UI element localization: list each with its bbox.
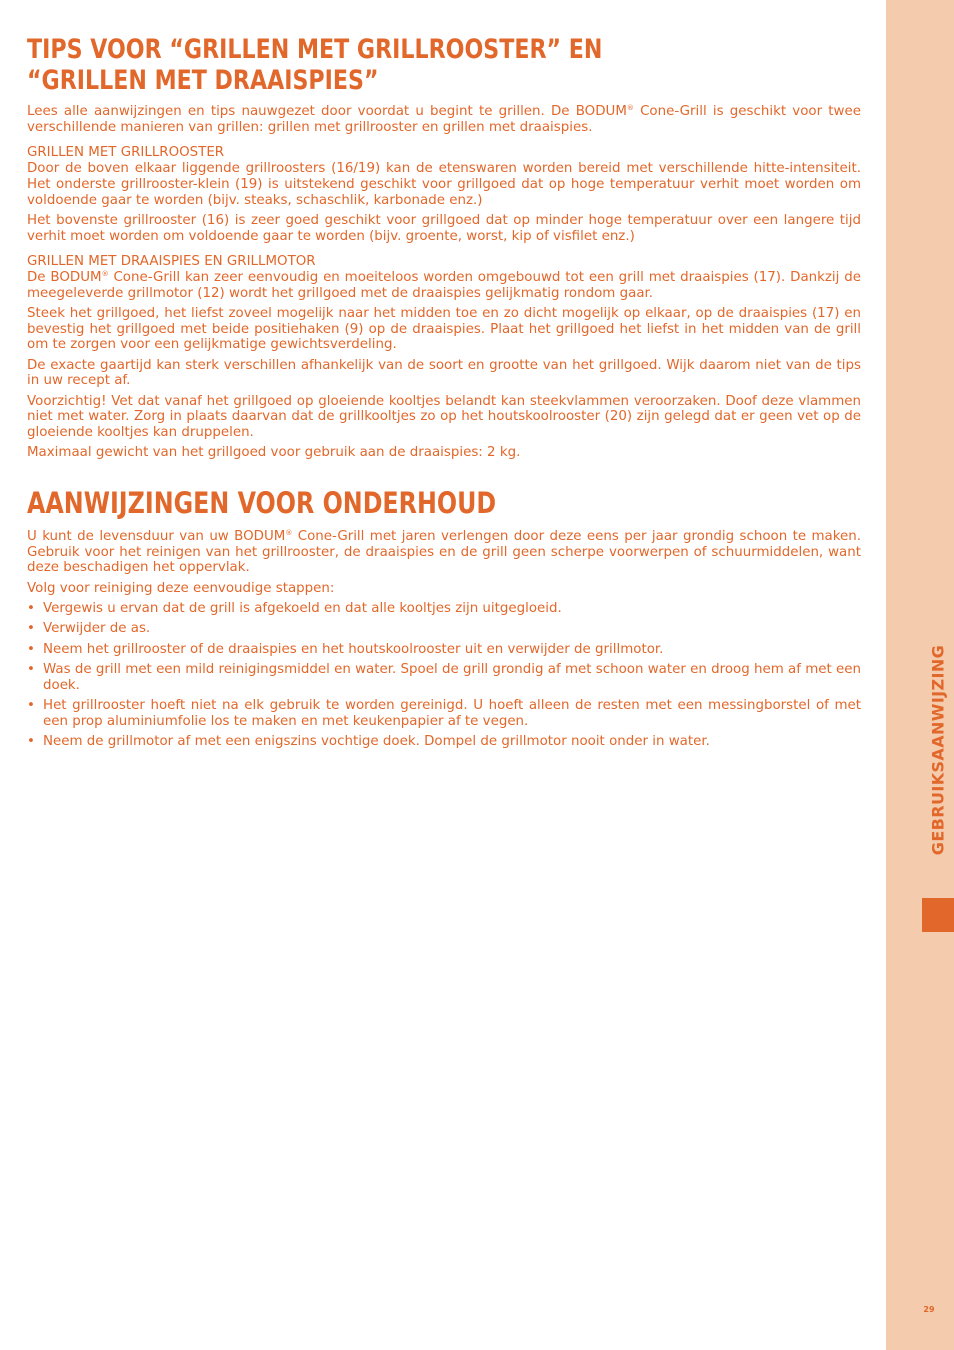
list-item bbox=[27, 621, 861, 637]
intro-paragraph bbox=[27, 104, 861, 135]
draaispies-text-1: De BODUM bbox=[27, 269, 102, 285]
section-tab-marker bbox=[922, 898, 954, 932]
list-item-text: Het grillrooster hoeft niet na elk gebruik te worden gereinigd. U hoeft alleen de resten met een messingborstel of met een prop aluminiumfolie los te maken en met keukenpapier af te vegen. bbox=[43, 697, 861, 729]
maintenance-text-1: U kunt de levensduur van uw BODUM bbox=[27, 529, 286, 545]
intro-text-1: Lees alle aanwijzingen en tips nauwgezet door voordat u begint te grillen. De BODUM bbox=[27, 104, 627, 119]
sidebar-section-label: GEBRUIKSAANWIJZING bbox=[928, 644, 948, 856]
section-title-tips bbox=[27, 34, 861, 96]
list-item-text: Vergewis u ervan dat de grill is afgekoeld en dat alle kooltjes zijn uitgegloeid. bbox=[43, 601, 562, 617]
paragraph-draaispies-2: Steek het grillgoed, het liefst zoveel mogelijk naar het midden toe en zo dicht mogelijk op elkaar, op de draaispies (17) en bevestig het grillgoed met beide positiehaken (9) op de draaispies. Plaat het grillgoed het liefst in het midden van de grill om te zorgen voor een gelijkmatige gewichtsverdeling. bbox=[27, 305, 861, 353]
bullet-icon: • bbox=[27, 601, 35, 617]
section-tips bbox=[27, 34, 861, 461]
list-item bbox=[27, 662, 861, 693]
list-item-text: Was de grill met een mild reinigingsmiddel en water. Spoel de grill grondig af met schoon water en droog hem af met een doek. bbox=[43, 661, 861, 693]
list-item bbox=[27, 698, 861, 729]
paragraph-warning: Voorzichtig! Vet dat vanaf het grillgoed op gloeiende kooltjes belandt kan steekvlammen veroorzaken. Doof deze vlammen niet met water. Zorg in plaats daarvan dat de grillkooltjes zo op het houtskoolrooster (20) zijn gelegd dat er geen vet op de gloeiende kooltjes kan druppelen. bbox=[27, 393, 861, 441]
list-item bbox=[27, 734, 861, 750]
list-item-text: Neem het grillrooster of de draaispies en het houtskoolrooster uit en verwijder de grillmotor. bbox=[43, 641, 664, 657]
cleaning-steps-list bbox=[27, 601, 861, 750]
bullet-icon: • bbox=[27, 641, 35, 657]
bullet-icon: • bbox=[27, 733, 35, 749]
paragraph-grillrooster-1: Door de boven elkaar liggende grillroosters (16/19) kan de etenswaren worden bereid met verschillende hitte-intensiteit. Het onderste grillrooster-klein (19) is uitstekend geschikt voor grillgoed dat op hoge temperatuur verhit moet worden om voldoende gaar te worden (bijv. steaks, schaschlik, karbonade enz.) bbox=[27, 161, 861, 208]
section-title-line-1: TIPS VOOR “GRILLEN MET GRILLROOSTER” EN bbox=[27, 34, 603, 65]
list-item bbox=[27, 642, 861, 658]
page-number: 29 bbox=[923, 1305, 935, 1314]
section-maintenance bbox=[27, 487, 861, 750]
paragraph-max-weight: Maximaal gewicht van het grillgoed voor gebruik aan de draaispies: 2 kg. bbox=[27, 445, 521, 461]
bullet-icon: • bbox=[27, 621, 35, 637]
bullet-icon: • bbox=[27, 697, 35, 713]
intro-text-2: Cone-Grill is geschikt voor twee verschillende manieren van grillen: grillen met grillrooster en grillen met draaispies. bbox=[27, 104, 861, 135]
paragraph-grillrooster-2: Het bovenste grillrooster (16) is zeer goed geschikt voor grillgoed dat op minder hoge temperatuur over een langere tijd verhit moet worden om voldoende gaar te worden (bijv. groente, worst, kip of visfilet enz.) bbox=[27, 212, 861, 244]
maintenance-paragraph-1 bbox=[27, 529, 861, 576]
paragraph-draaispies-3: De exacte gaartijd kan sterk verschillen afhankelijk van de soort en grootte van het grillgoed. Wijk daarom niet van de tips in uw recept af. bbox=[27, 357, 861, 389]
paragraph-draaispies-1 bbox=[27, 270, 861, 301]
bullet-icon: • bbox=[27, 661, 35, 677]
maintenance-paragraph-2: Volg voor reiniging deze eenvoudige stappen: bbox=[27, 580, 335, 596]
list-item-text: Verwijder de as. bbox=[43, 621, 151, 637]
list-item-text: Neem de grillmotor af met een enigszins vochtige doek. Dompel de grillmotor nooit onder in water. bbox=[43, 733, 710, 749]
list-item bbox=[27, 601, 861, 617]
page-content bbox=[27, 34, 861, 754]
registered-mark: ® bbox=[101, 269, 109, 278]
draaispies-text-2: Cone-Grill kan zeer eenvoudig en moeiteloos worden omgebouwd tot een grill met draaispies (17). Dankzij de meegeleverde grillmotor (12) wordt het grillgoed met de draaispies gelijkmatig rondom gaar. bbox=[27, 269, 861, 301]
registered-mark: ® bbox=[626, 104, 634, 112]
subheading-draaispies: GRILLEN MET DRAAISPIES EN GRILLMOTOR bbox=[27, 254, 316, 270]
subheading-grillrooster: GRILLEN MET GRILLROOSTER bbox=[27, 145, 225, 161]
maintenance-text-2: Cone-Grill met jaren verlengen door deze eens per jaar grondig schoon te maken. Gebruik voor het reinigen van het grillrooster, de draaispies en de grill geen scherpe voorwerpen of schuurmiddelen, want deze beschadigen het oppervlak. bbox=[27, 529, 861, 576]
registered-mark: ® bbox=[285, 529, 293, 538]
section-title-maintenance: AANWIJZINGEN VOOR ONDERHOUD bbox=[27, 486, 497, 521]
section-title-line-2: “GRILLEN MET DRAAISPIES” bbox=[27, 65, 379, 96]
